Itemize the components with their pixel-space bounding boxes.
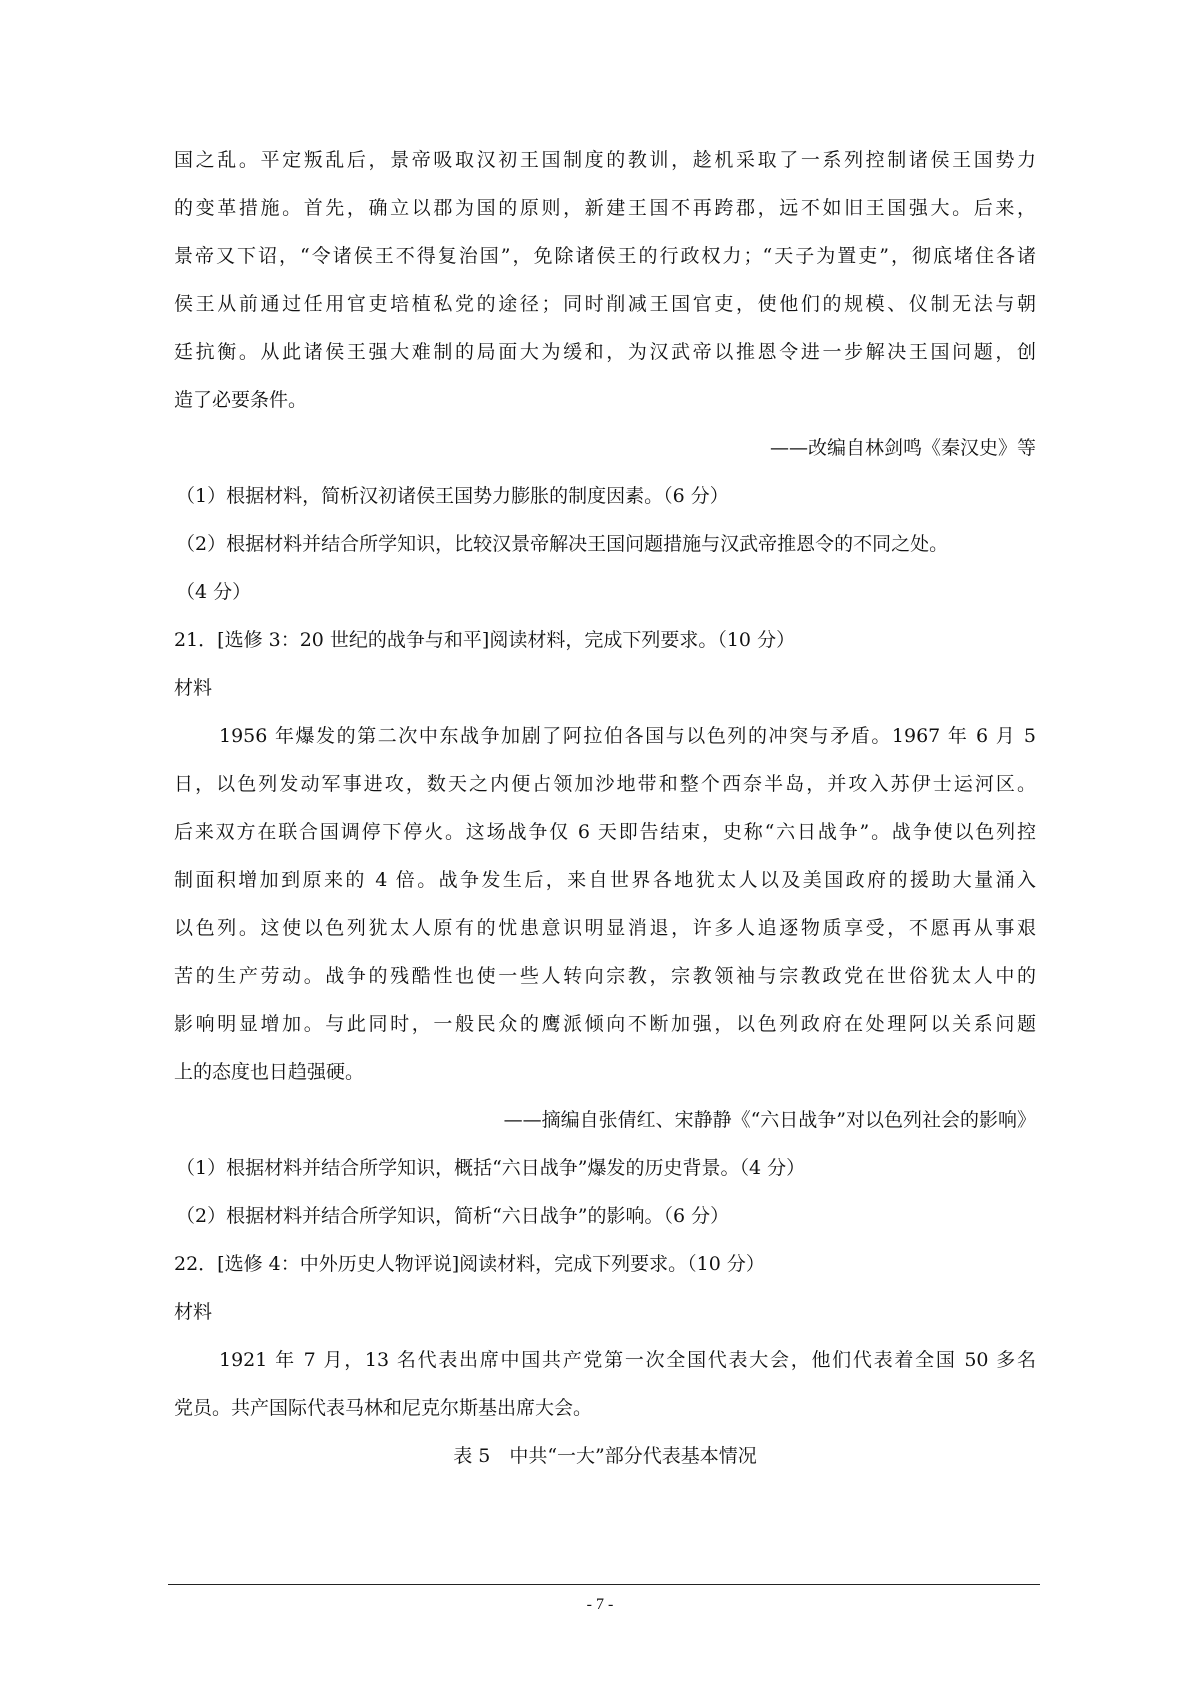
- passage-line: 景帝又下诏，“令诸侯王不得复治国”，免除诸侯王的行政权力；“天子为置吏”，彻底堵住各诸: [174, 245, 1036, 267]
- material-line: 制面积增加到原来的 4 倍。战争发生后，来自世界各地犹太人以及美国政府的援助大量涌入: [174, 869, 1036, 891]
- question-21-1: （1）根据材料并结合所学知识，概括“六日战争”爆发的历史背景。（4 分）: [176, 1157, 806, 1179]
- material-line: 以色列。这使以色列犹太人原有的忧患意识明显消退，许多人追逐物质享受，不愿再从事艰: [174, 917, 1036, 939]
- passage-line: 廷抗衡。从此诸侯王强大难制的局面大为缓和，为汉武帝以推恩令进一步解决王国问题，创: [174, 341, 1036, 363]
- table-caption: 表 5 中共“一大”部分代表基本情况: [453, 1445, 757, 1467]
- material-line: 影响明显增加。与此同时，一般民众的鹰派倾向不断加强，以色列政府在处理阿以关系问题: [174, 1013, 1036, 1035]
- material-label: 材料: [174, 1301, 213, 1323]
- question-22-heading: 22．[选修 4：中外历史人物评说]阅读材料，完成下列要求。（10 分）: [174, 1253, 765, 1275]
- material-line: 日，以色列发动军事进攻，数天之内便占领加沙地带和整个西奈半岛，并攻入苏伊士运河区。: [174, 773, 1036, 795]
- material-source: ——摘编自张倩红、宋静静《“六日战争”对以色列社会的影响》: [503, 1109, 1036, 1131]
- question-21-heading: 21．[选修 3：20 世纪的战争与和平]阅读材料，完成下列要求。（10 分）: [174, 629, 796, 651]
- question-21-2: （2）根据材料并结合所学知识，简析“六日战争”的影响。（6 分）: [176, 1205, 730, 1227]
- material-label: 材料: [174, 677, 213, 699]
- page-number: - 7 -: [586, 1596, 614, 1613]
- material-line: 1921 年 7 月，13 名代表出席中国共产党第一次全国代表大会，他们代表着全国 50 多名: [219, 1349, 1036, 1371]
- material-line: 后来双方在联合国调停下停火。这场战争仅 6 天即告结束，史称“六日战争”。战争使以色列控: [174, 821, 1036, 843]
- material-line: 1956 年爆发的第二次中东战争加剧了阿拉伯各国与以色列的冲突与矛盾。1967 年 6 月 5: [219, 725, 1036, 747]
- passage-line: 侯王从前通过任用官吏培植私党的途径；同时削减王国官吏，使他们的规模、仪制无法与朝: [174, 293, 1036, 315]
- material-line: 党员。共产国际代表马林和尼克尔斯基出席大会。: [174, 1397, 593, 1419]
- material-line: 上的态度也日趋强硬。: [174, 1061, 365, 1083]
- question-20-2: （2）根据材料并结合所学知识，比较汉景帝解决王国问题措施与汉武帝推恩令的不同之处。: [176, 533, 949, 555]
- passage-source: ——改编自林剑鸣《秦汉史》等: [769, 437, 1036, 459]
- question-20-1: （1）根据材料，简析汉初诸侯王国势力膨胀的制度因素。（6 分）: [176, 485, 729, 507]
- passage-line: 造了必要条件。: [174, 389, 308, 411]
- footer-divider: [168, 1584, 1040, 1585]
- material-line: 苦的生产劳动。战争的残酷性也使一些人转向宗教，宗教领袖与宗教政党在世俗犹太人中的: [174, 965, 1036, 987]
- passage-line: 的变革措施。首先，确立以郡为国的原则，新建王国不再跨郡，远不如旧王国强大。后来，: [174, 197, 1036, 219]
- passage-line: 国之乱。平定叛乱后，景帝吸取汉初王国制度的教训，趁机采取了一系列控制诸侯王国势力: [174, 149, 1036, 171]
- page-content: [174, 136, 1036, 1480]
- question-20-2-points: （4 分）: [176, 581, 252, 603]
